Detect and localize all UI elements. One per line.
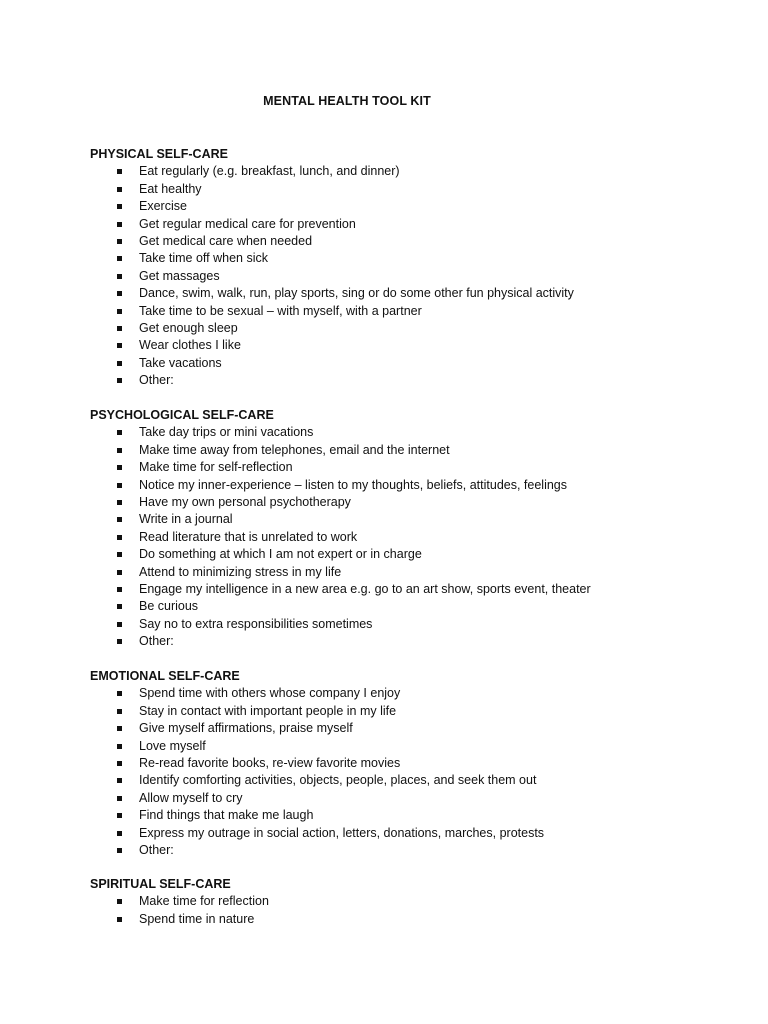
list-item-text: Re-read favorite books, re-view favorite movies <box>139 755 401 770</box>
list-item-text: Spend time with others whose company I enjoy <box>139 686 401 701</box>
square-bullet-icon <box>117 691 122 696</box>
document-title: MENTAL HEALTH TOOL KIT <box>263 94 431 108</box>
list-item <box>90 477 730 494</box>
square-bullet-icon <box>117 831 122 836</box>
list-item-text: Find things that make me laugh <box>139 808 314 823</box>
list-item <box>90 250 730 267</box>
list-item <box>90 720 730 737</box>
bullet-list <box>90 424 730 650</box>
list-item <box>90 790 730 807</box>
section-physical <box>90 146 730 389</box>
list-item <box>90 772 730 789</box>
list-item <box>90 703 730 720</box>
list-item <box>90 181 730 198</box>
section-spiritual <box>90 876 730 928</box>
square-bullet-icon <box>117 500 122 505</box>
list-item <box>90 564 730 581</box>
list-item-text: Give myself affirmations, praise myself <box>139 721 353 736</box>
list-item <box>90 459 730 476</box>
list-item-text: Say no to extra responsibilities sometimes <box>139 616 373 631</box>
list-item <box>90 233 730 250</box>
list-item <box>90 598 730 615</box>
list-item <box>90 738 730 755</box>
square-bullet-icon <box>117 274 122 279</box>
square-bullet-icon <box>117 604 122 609</box>
bullet-list <box>90 685 730 859</box>
list-item <box>90 529 730 546</box>
list-item-text: Love myself <box>139 738 206 753</box>
list-item-text: Get regular medical care for prevention <box>139 216 356 231</box>
list-item-text: Eat healthy <box>139 181 202 196</box>
square-bullet-icon <box>117 169 122 174</box>
list-item-text: Identify comforting activities, objects, people, places, and seek them out <box>139 773 537 788</box>
list-item <box>90 633 730 650</box>
square-bullet-icon <box>117 291 122 296</box>
square-bullet-icon <box>117 239 122 244</box>
list-item <box>90 893 730 910</box>
list-item <box>90 616 730 633</box>
square-bullet-icon <box>117 570 122 575</box>
list-item-text: Allow myself to cry <box>139 790 243 805</box>
list-item-text: Make time for reflection <box>139 894 269 909</box>
list-item-text: Attend to minimizing stress in my life <box>139 564 342 579</box>
list-item <box>90 355 730 372</box>
square-bullet-icon <box>117 848 122 853</box>
bullet-list <box>90 163 730 389</box>
square-bullet-icon <box>117 326 122 331</box>
list-item-text: Other: <box>139 634 174 649</box>
list-item-text: Dance, swim, walk, run, play sports, sing or do some other fun physical activity <box>139 286 574 301</box>
section-heading: SPIRITUAL SELF-CARE <box>90 877 231 891</box>
list-item-text: Get medical care when needed <box>139 233 313 248</box>
square-bullet-icon <box>117 899 122 904</box>
list-item <box>90 546 730 563</box>
list-item-text: Other: <box>139 373 174 388</box>
section-heading: PSYCHOLOGICAL SELF-CARE <box>90 408 274 422</box>
list-item-text: Get enough sleep <box>139 320 238 335</box>
square-bullet-icon <box>117 778 122 783</box>
square-bullet-icon <box>117 430 122 435</box>
list-item <box>90 494 730 511</box>
square-bullet-icon <box>117 813 122 818</box>
list-item <box>90 511 730 528</box>
list-item-text: Take vacations <box>139 355 222 370</box>
square-bullet-icon <box>117 761 122 766</box>
list-item <box>90 198 730 215</box>
list-item <box>90 442 730 459</box>
list-item-text: Stay in contact with important people in my life <box>139 703 397 718</box>
square-bullet-icon <box>117 639 122 644</box>
list-item-text: Take time to be sexual – with myself, with a partner <box>139 303 422 318</box>
list-item-text: Make time for self-reflection <box>139 460 293 475</box>
square-bullet-icon <box>117 309 122 314</box>
square-bullet-icon <box>117 587 122 592</box>
list-item <box>90 337 730 354</box>
square-bullet-icon <box>117 726 122 731</box>
square-bullet-icon <box>117 744 122 749</box>
square-bullet-icon <box>117 343 122 348</box>
list-item <box>90 285 730 302</box>
square-bullet-icon <box>117 256 122 261</box>
list-item-text: Take time off when sick <box>139 251 268 266</box>
list-item <box>90 581 730 598</box>
bullet-list <box>90 893 730 928</box>
section-heading: PHYSICAL SELF-CARE <box>90 147 228 161</box>
square-bullet-icon <box>117 378 122 383</box>
square-bullet-icon <box>117 483 122 488</box>
list-item-text: Make time away from telephones, email and the internet <box>139 442 450 457</box>
section-heading: EMOTIONAL SELF-CARE <box>90 669 240 683</box>
list-item <box>90 303 730 320</box>
list-item <box>90 755 730 772</box>
list-item <box>90 685 730 702</box>
square-bullet-icon <box>117 222 122 227</box>
list-item-text: Eat regularly (e.g. breakfast, lunch, and dinner) <box>139 164 400 179</box>
list-item <box>90 216 730 233</box>
square-bullet-icon <box>117 535 122 540</box>
square-bullet-icon <box>117 622 122 627</box>
list-item <box>90 268 730 285</box>
list-item-text: Write in a journal <box>139 512 233 527</box>
square-bullet-icon <box>117 361 122 366</box>
square-bullet-icon <box>117 187 122 192</box>
list-item <box>90 372 730 389</box>
list-item-text: Be curious <box>139 599 199 614</box>
list-item-text: Read literature that is unrelated to work <box>139 529 358 544</box>
list-item <box>90 424 730 441</box>
section-emotional <box>90 668 730 859</box>
list-item-text: Spend time in nature <box>139 911 255 926</box>
list-item-text: Take day trips or mini vacations <box>139 425 314 440</box>
list-item-text: Wear clothes I like <box>139 338 241 353</box>
list-item-text: Engage my intelligence in a new area e.g. go to an art show, sports event, theater <box>139 581 591 596</box>
list-item <box>90 163 730 180</box>
list-item-text: Other: <box>139 842 174 857</box>
list-item <box>90 842 730 859</box>
square-bullet-icon <box>117 552 122 557</box>
list-item-text: Get massages <box>139 268 220 283</box>
list-item-text: Notice my inner-experience – listen to my thoughts, beliefs, attitudes, feelings <box>139 477 567 492</box>
square-bullet-icon <box>117 465 122 470</box>
square-bullet-icon <box>117 796 122 801</box>
square-bullet-icon <box>117 517 122 522</box>
list-item-text: Have my own personal psychotherapy <box>139 494 351 509</box>
section-psychological <box>90 407 730 650</box>
list-item-text: Exercise <box>139 199 187 214</box>
list-item <box>90 825 730 842</box>
square-bullet-icon <box>117 448 122 453</box>
list-item <box>90 807 730 824</box>
list-item <box>90 320 730 337</box>
square-bullet-icon <box>117 204 122 209</box>
list-item-text: Express my outrage in social action, letters, donations, marches, protests <box>139 825 545 840</box>
square-bullet-icon <box>117 709 122 714</box>
square-bullet-icon <box>117 917 122 922</box>
list-item <box>90 911 730 928</box>
list-item-text: Do something at which I am not expert or in charge <box>139 547 422 562</box>
